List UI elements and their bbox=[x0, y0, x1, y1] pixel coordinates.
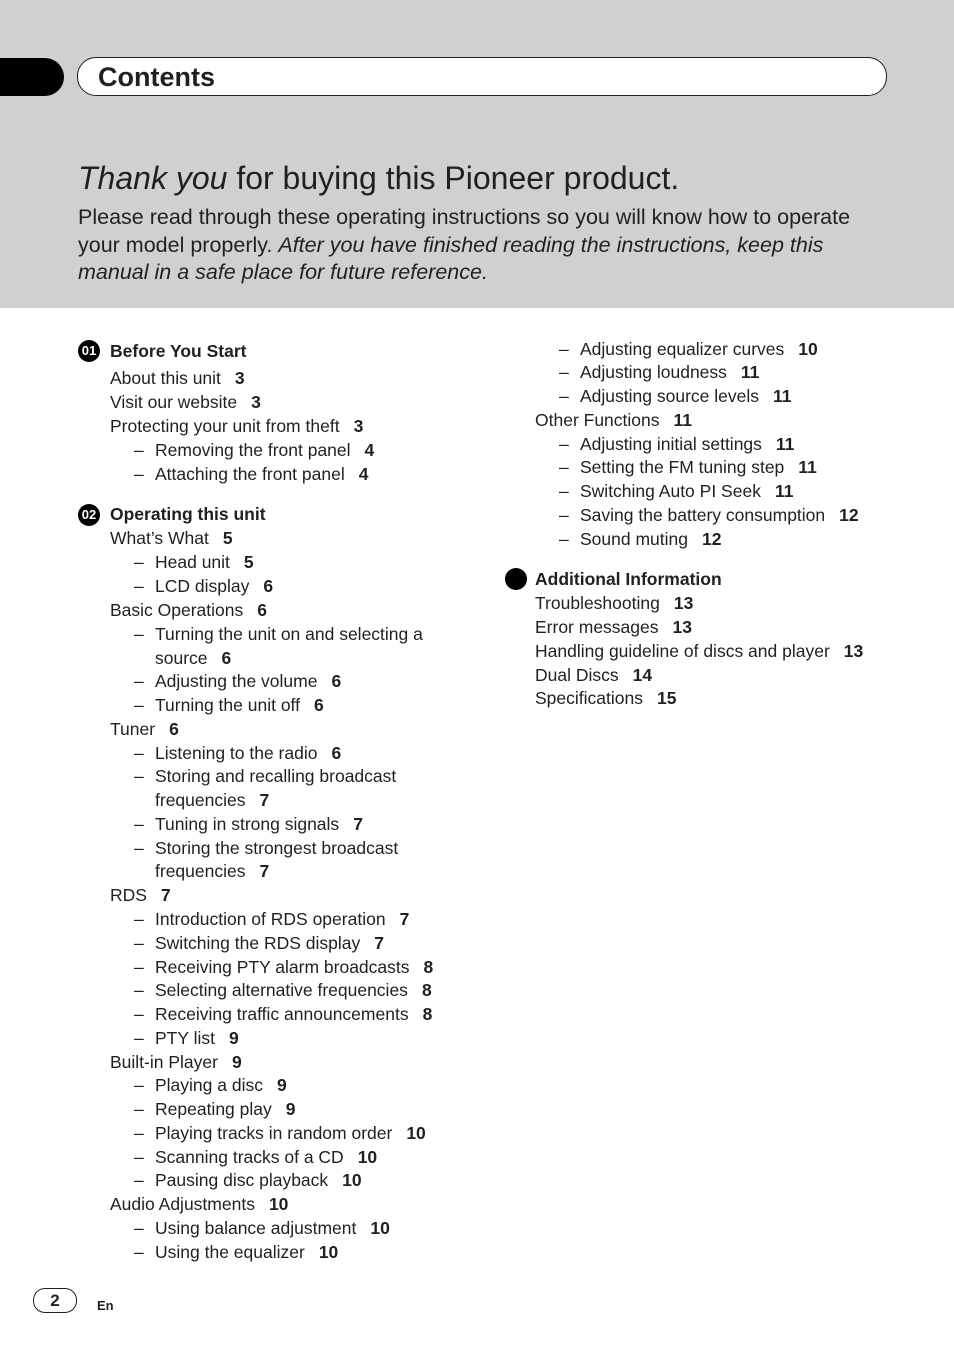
toc-subentry[interactable] bbox=[134, 669, 342, 693]
intro-italic-text: After you have finished reading the instructions, keep this manual in a safe place for future reference. bbox=[78, 232, 824, 284]
toc-page-number: 10 bbox=[318, 1242, 339, 1262]
toc-subentry[interactable] bbox=[134, 462, 369, 486]
dash-bullet: – bbox=[134, 440, 144, 460]
dash-bullet: – bbox=[134, 838, 144, 858]
dash-bullet: – bbox=[134, 933, 144, 953]
toc-entry-text: Introduction of RDS operation bbox=[155, 909, 386, 929]
dash-bullet: – bbox=[134, 1028, 144, 1048]
toc-page-number: 11 bbox=[772, 386, 792, 406]
toc-entry-text: Visit our website bbox=[110, 392, 238, 412]
toc-entry[interactable] bbox=[110, 390, 261, 414]
toc-page-number: 7 bbox=[259, 790, 270, 810]
toc-entry-text: Repeating play bbox=[155, 1099, 272, 1119]
dash-bullet: – bbox=[134, 1170, 144, 1190]
toc-subentry[interactable] bbox=[134, 693, 324, 717]
toc-entry-text: Receiving PTY alarm broadcasts bbox=[155, 957, 410, 977]
toc-entry-text: Other Functions bbox=[535, 410, 660, 430]
toc-page-number: 6 bbox=[169, 719, 179, 739]
contents-title-box bbox=[77, 57, 887, 96]
toc-page-number: 11 bbox=[774, 481, 794, 501]
section-02-title: Operating this unit bbox=[110, 504, 266, 524]
dash-bullet: – bbox=[559, 339, 569, 359]
toc-entry-text: Turning the unit on and selecting a bbox=[155, 624, 423, 644]
toc-entry-text: Handling guideline of discs and player bbox=[535, 641, 830, 661]
toc-subentry[interactable] bbox=[134, 550, 254, 574]
toc-entry-text: RDS bbox=[110, 885, 147, 905]
intro-plain-text: Please read through these operating instructions so you will know how to operate your model properly. bbox=[78, 205, 851, 257]
toc-entry-text: What’s What bbox=[110, 528, 209, 548]
toc-entry-text: Attaching the front panel bbox=[155, 464, 345, 484]
toc-entry-text: Saving the battery consumption bbox=[580, 505, 826, 525]
toc-entry-text: Adjusting equalizer curves bbox=[580, 339, 785, 359]
section-03-badge bbox=[505, 568, 527, 590]
toc-subentry[interactable] bbox=[134, 574, 274, 598]
toc-subentry[interactable] bbox=[559, 432, 795, 456]
toc-subentry[interactable] bbox=[134, 1121, 426, 1145]
toc-page-number: 13 bbox=[672, 617, 692, 637]
toc-page-number: 10 bbox=[268, 1194, 289, 1214]
toc-page-number: 13 bbox=[843, 641, 864, 661]
toc-entry-text: Sound muting bbox=[580, 529, 688, 549]
dash-bullet: – bbox=[134, 1242, 144, 1262]
toc-subentry[interactable] bbox=[559, 479, 794, 503]
toc-subentry[interactable] bbox=[559, 527, 722, 551]
toc-entry-text: About this unit bbox=[110, 368, 221, 388]
toc-subentry[interactable] bbox=[134, 622, 423, 646]
toc-entry-text: Adjusting the volume bbox=[155, 671, 318, 691]
toc-page-number: 8 bbox=[423, 957, 434, 977]
dash-bullet: – bbox=[134, 1147, 144, 1167]
dash-bullet: – bbox=[559, 386, 569, 406]
toc-page-number: 10 bbox=[370, 1218, 390, 1238]
toc-page-number: 9 bbox=[228, 1028, 239, 1048]
toc-subentry[interactable] bbox=[559, 360, 760, 384]
toc-entry-text: Adjusting source levels bbox=[580, 386, 759, 406]
dash-bullet: – bbox=[559, 481, 569, 501]
toc-page-number: 6 bbox=[313, 695, 324, 715]
dash-bullet: – bbox=[559, 362, 569, 382]
dash-bullet: – bbox=[134, 1123, 144, 1143]
toc-subentry[interactable] bbox=[559, 384, 792, 408]
toc-entry-text: Receiving traffic announcements bbox=[155, 1004, 409, 1024]
toc-entry-text: Pausing disc playback bbox=[155, 1170, 329, 1190]
toc-entry-text: frequencies bbox=[155, 790, 246, 810]
toc-entry[interactable] bbox=[535, 408, 692, 432]
section-tab-marker bbox=[0, 58, 64, 96]
toc-page-number: 4 bbox=[358, 464, 369, 484]
section-03-title: Additional Information bbox=[535, 569, 722, 589]
dash-bullet: – bbox=[559, 505, 569, 525]
toc-page-number: 13 bbox=[673, 593, 694, 613]
toc-entry-text: Built-in Player bbox=[110, 1052, 218, 1072]
toc-page-number: 6 bbox=[221, 648, 232, 668]
thank-you-heading bbox=[78, 157, 679, 199]
toc-page-number: 12 bbox=[702, 529, 722, 549]
toc-subentry[interactable] bbox=[134, 1097, 296, 1121]
toc-page-number: 4 bbox=[364, 440, 375, 460]
toc-entry[interactable] bbox=[535, 686, 676, 710]
toc-entry-text: Selecting alternative frequencies bbox=[155, 980, 408, 1000]
dash-bullet: – bbox=[134, 576, 144, 596]
toc-subentry[interactable] bbox=[559, 337, 818, 361]
dash-bullet: – bbox=[134, 814, 144, 834]
toc-page-number: 15 bbox=[656, 688, 677, 708]
toc-page-number: 10 bbox=[342, 1170, 362, 1190]
dash-bullet: – bbox=[559, 434, 569, 454]
toc-entry[interactable] bbox=[535, 591, 693, 615]
toc-subentry[interactable] bbox=[559, 455, 817, 479]
section-02-badge: 02 bbox=[78, 504, 100, 526]
toc-entry-text: source bbox=[155, 648, 208, 668]
toc-page-number: 7 bbox=[259, 861, 270, 881]
toc-page-number: 7 bbox=[374, 933, 384, 953]
toc-subentry-continuation[interactable] bbox=[155, 788, 269, 812]
toc-page-number: 6 bbox=[257, 600, 267, 620]
toc-entry-text: Storing and recalling broadcast bbox=[155, 766, 397, 786]
intro-paragraph bbox=[78, 204, 890, 287]
toc-entry-text: Switching the RDS display bbox=[155, 933, 361, 953]
toc-entry-text: Listening to the radio bbox=[155, 743, 318, 763]
toc-subentry-continuation[interactable] bbox=[155, 646, 231, 670]
toc-subentry[interactable] bbox=[134, 931, 384, 955]
dash-bullet: – bbox=[134, 464, 144, 484]
toc-subentry[interactable] bbox=[134, 741, 342, 765]
dash-bullet: – bbox=[134, 1004, 144, 1024]
toc-entry-text: Error messages bbox=[535, 617, 659, 637]
toc-page-number: 11 bbox=[775, 434, 795, 454]
section-01-badge: 01 bbox=[78, 340, 100, 362]
dash-bullet: – bbox=[134, 957, 144, 977]
toc-page-number: 9 bbox=[285, 1099, 296, 1119]
toc-page-number: 3 bbox=[234, 368, 245, 388]
toc-entry-text: Tuning in strong signals bbox=[155, 814, 340, 834]
toc-page-number: 5 bbox=[243, 552, 254, 572]
dash-bullet: – bbox=[134, 1075, 144, 1095]
toc-entry[interactable] bbox=[110, 1050, 242, 1074]
toc-subentry[interactable] bbox=[134, 978, 432, 1002]
section-01-title: Before You Start bbox=[110, 341, 247, 361]
toc-page-number: 7 bbox=[399, 909, 410, 929]
toc-entry-text: Storing the strongest broadcast bbox=[155, 838, 399, 858]
toc-entry-text: Playing a disc bbox=[155, 1075, 263, 1095]
toc-page-number: 6 bbox=[331, 743, 342, 763]
toc-page-number: 9 bbox=[276, 1075, 287, 1095]
toc-page-number: 12 bbox=[839, 505, 859, 525]
toc-subentry[interactable] bbox=[134, 1026, 239, 1050]
toc-page-number: 11 bbox=[798, 457, 817, 477]
toc-subentry[interactable] bbox=[134, 955, 434, 979]
toc-entry-text: Setting the FM tuning step bbox=[580, 457, 785, 477]
toc-page-number: 10 bbox=[357, 1147, 378, 1167]
toc-entry[interactable] bbox=[110, 883, 171, 907]
contents-title: Contents bbox=[98, 62, 215, 92]
toc-entry[interactable] bbox=[535, 615, 692, 639]
toc-entry[interactable] bbox=[110, 598, 267, 622]
dash-bullet: – bbox=[134, 743, 144, 763]
toc-page-number: 3 bbox=[251, 392, 261, 412]
toc-page-number: 11 bbox=[740, 362, 760, 382]
toc-subentry[interactable] bbox=[134, 1073, 287, 1097]
toc-entry-text: Using balance adjustment bbox=[155, 1218, 357, 1238]
toc-page-number: 10 bbox=[798, 339, 818, 359]
toc-entry-text: Switching Auto PI Seek bbox=[580, 481, 761, 501]
dash-bullet: – bbox=[134, 552, 144, 572]
language-code: En bbox=[97, 1298, 114, 1313]
toc-page-number: 6 bbox=[331, 671, 342, 691]
dash-bullet: – bbox=[559, 529, 569, 549]
dash-bullet: – bbox=[134, 980, 144, 1000]
toc-page-number: 10 bbox=[406, 1123, 426, 1143]
toc-subentry[interactable] bbox=[559, 503, 859, 527]
dash-bullet: – bbox=[134, 695, 144, 715]
toc-entry-text: Scanning tracks of a CD bbox=[155, 1147, 344, 1167]
toc-entry-text: Turning the unit off bbox=[155, 695, 300, 715]
toc-entry-text: Basic Operations bbox=[110, 600, 244, 620]
toc-entry-text: Adjusting loudness bbox=[580, 362, 727, 382]
toc-page-number: 6 bbox=[263, 576, 274, 596]
toc-entry[interactable] bbox=[110, 717, 179, 741]
toc-page-number: 9 bbox=[231, 1052, 242, 1072]
toc-entry-text: Protecting your unit from theft bbox=[110, 416, 340, 436]
toc-subentry[interactable] bbox=[134, 1168, 362, 1192]
toc-entry-text: Specifications bbox=[535, 688, 643, 708]
toc-entry[interactable] bbox=[110, 414, 363, 438]
toc-entry-text: PTY list bbox=[155, 1028, 215, 1048]
toc-entry-text: Troubleshooting bbox=[535, 593, 660, 613]
toc-entry[interactable] bbox=[535, 639, 863, 663]
thank-you-rest: for buying this Pioneer product. bbox=[227, 160, 680, 196]
dash-bullet: – bbox=[134, 909, 144, 929]
thank-you-italic: Thank you bbox=[78, 160, 228, 196]
toc-page-number: 8 bbox=[422, 1004, 433, 1024]
toc-entry-text: LCD display bbox=[155, 576, 250, 596]
toc-entry-text: Playing tracks in random order bbox=[155, 1123, 393, 1143]
toc-entry-text: Head unit bbox=[155, 552, 230, 572]
toc-entry[interactable] bbox=[110, 526, 233, 550]
toc-entry-text: Using the equalizer bbox=[155, 1242, 305, 1262]
toc-subentry[interactable] bbox=[134, 1145, 378, 1169]
toc-entry-text: Adjusting initial settings bbox=[580, 434, 762, 454]
toc-page-number: 7 bbox=[160, 885, 171, 905]
page-number: 2 bbox=[33, 1288, 77, 1313]
toc-subentry-continuation[interactable] bbox=[155, 859, 269, 883]
toc-entry-text: Audio Adjustments bbox=[110, 1194, 255, 1214]
dash-bullet: – bbox=[134, 766, 144, 786]
toc-subentry[interactable] bbox=[134, 1240, 339, 1264]
dash-bullet: – bbox=[134, 1218, 144, 1238]
toc-subentry[interactable] bbox=[134, 1216, 390, 1240]
toc-entry-text: Removing the front panel bbox=[155, 440, 351, 460]
toc-subentry[interactable] bbox=[134, 1002, 433, 1026]
toc-subentry[interactable] bbox=[134, 764, 397, 788]
dash-bullet: – bbox=[134, 671, 144, 691]
toc-page-number: 8 bbox=[421, 980, 432, 1000]
dash-bullet: – bbox=[559, 457, 569, 477]
toc-subentry[interactable] bbox=[134, 907, 410, 931]
dash-bullet: – bbox=[134, 1099, 144, 1119]
toc-entry[interactable] bbox=[110, 1192, 288, 1216]
toc-entry[interactable] bbox=[535, 663, 652, 687]
toc-subentry[interactable] bbox=[134, 812, 363, 836]
toc-entry-text: Dual Discs bbox=[535, 665, 619, 685]
toc-page-number: 7 bbox=[353, 814, 363, 834]
toc-page-number: 3 bbox=[353, 416, 364, 436]
toc-page-number: 11 bbox=[673, 410, 692, 430]
toc-page-number: 5 bbox=[222, 528, 233, 548]
toc-subentry[interactable] bbox=[134, 438, 375, 462]
toc-subentry[interactable] bbox=[134, 836, 399, 860]
toc-page-number: 14 bbox=[632, 665, 653, 685]
toc-entry[interactable] bbox=[110, 366, 245, 390]
toc-entry-text: Tuner bbox=[110, 719, 156, 739]
toc-entry-text: frequencies bbox=[155, 861, 246, 881]
dash-bullet: – bbox=[134, 624, 144, 644]
